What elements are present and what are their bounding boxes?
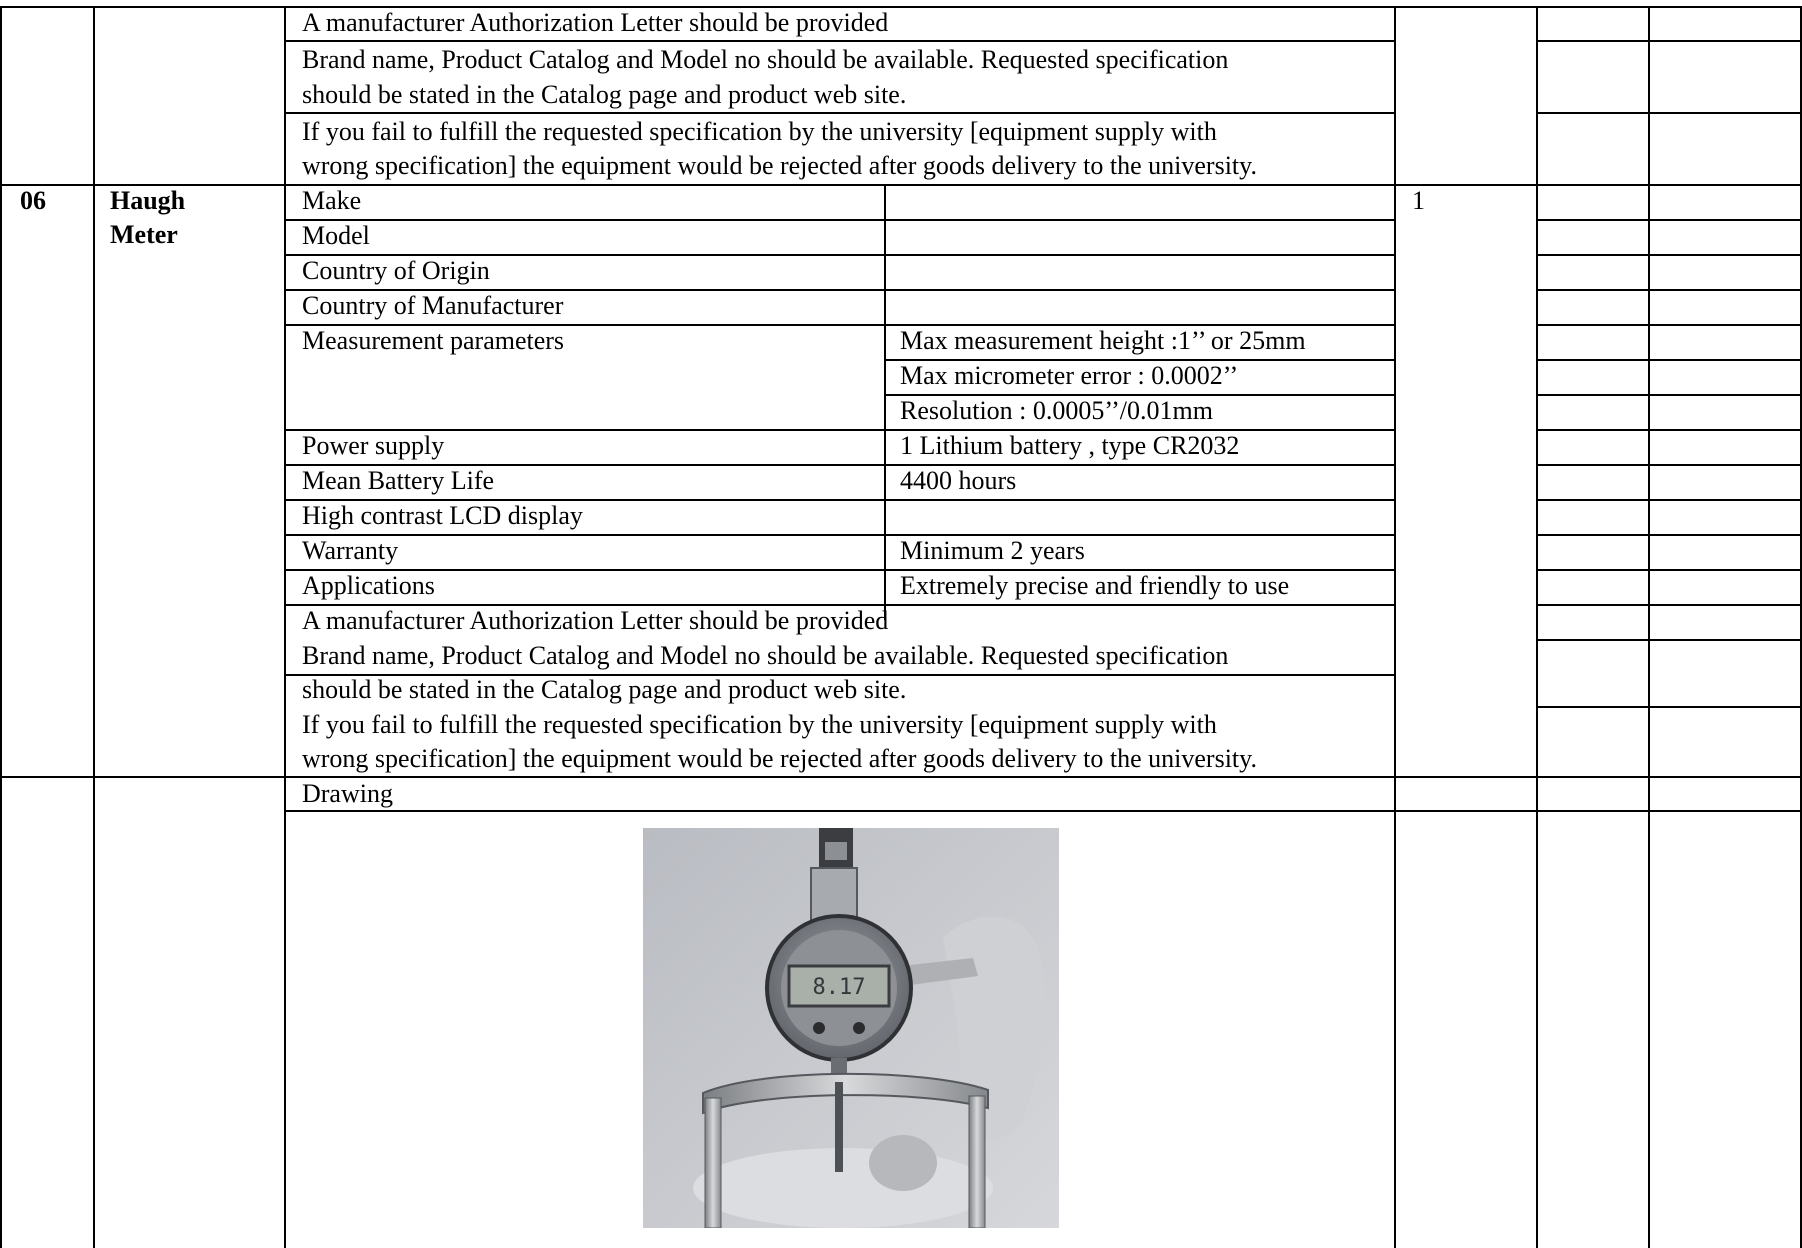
drawing-label: Drawing	[302, 779, 393, 808]
spec-resolution: Resolution : 0.0005’’/0.01mm	[900, 396, 1213, 425]
prev-authorization-note: A manufacturer Authorization Letter should be provided	[302, 8, 889, 37]
spec-applications-value: Extremely precise and friendly to use	[900, 571, 1290, 600]
lcd-reading: 8.17	[812, 975, 866, 1000]
spec-country-origin-label: Country of Origin	[302, 256, 490, 285]
rejection-note-line2: wrong specification] the equipment would be rejected after goods delivery to the university.	[302, 744, 1257, 773]
spec-display: High contrast LCD display	[302, 501, 583, 530]
prev-catalog-note-line1: Brand name, Product Catalog and Model no should be available. Requested specification	[302, 45, 1229, 74]
item-number: 06	[20, 186, 46, 215]
haugh-meter-photo	[643, 828, 1059, 1228]
spec-warranty-value: Minimum 2 years	[900, 536, 1085, 565]
prev-catalog-note-line2: should be stated in the Catalog page and product web site.	[302, 80, 907, 109]
rejection-note-line1: If you fail to fulfill the requested specification by the university [equipment supply with	[302, 710, 1217, 739]
spec-model-label: Model	[302, 221, 370, 250]
spec-country-manufacturer-label: Country of Manufacturer	[302, 291, 564, 320]
item-name-line1: Haugh	[110, 186, 186, 215]
item-name-line2: Meter	[110, 220, 178, 249]
authorization-note: A manufacturer Authorization Letter should be provided	[302, 606, 889, 635]
spec-power-label: Power supply	[302, 431, 445, 460]
spec-applications-label: Applications	[302, 571, 435, 600]
spec-warranty-label: Warranty	[302, 536, 399, 565]
spec-measurement-height: Max measurement height :1’’ or 25mm	[900, 326, 1306, 355]
spec-micrometer-error: Max micrometer error : 0.0002’’	[900, 361, 1239, 390]
spec-battery-value: 4400 hours	[900, 466, 1017, 495]
prev-rejection-note-line1: If you fail to fulfill the requested specification by the university [equipment supply with	[302, 117, 1217, 146]
spec-power-value: 1 Lithium battery , type CR2032	[900, 431, 1240, 460]
prev-rejection-note-line2: wrong specification] the equipment would be rejected after goods delivery to the university.	[302, 151, 1257, 180]
catalog-note-line1: Brand name, Product Catalog and Model no should be available. Requested specification	[302, 641, 1229, 670]
spec-make-label: Make	[302, 186, 362, 215]
catalog-note-line2: should be stated in the Catalog page and product web site.	[302, 675, 907, 704]
item-quantity: 1	[1412, 186, 1425, 215]
spec-battery-label: Mean Battery Life	[302, 466, 495, 495]
spec-measurement-label: Measurement parameters	[302, 326, 565, 355]
